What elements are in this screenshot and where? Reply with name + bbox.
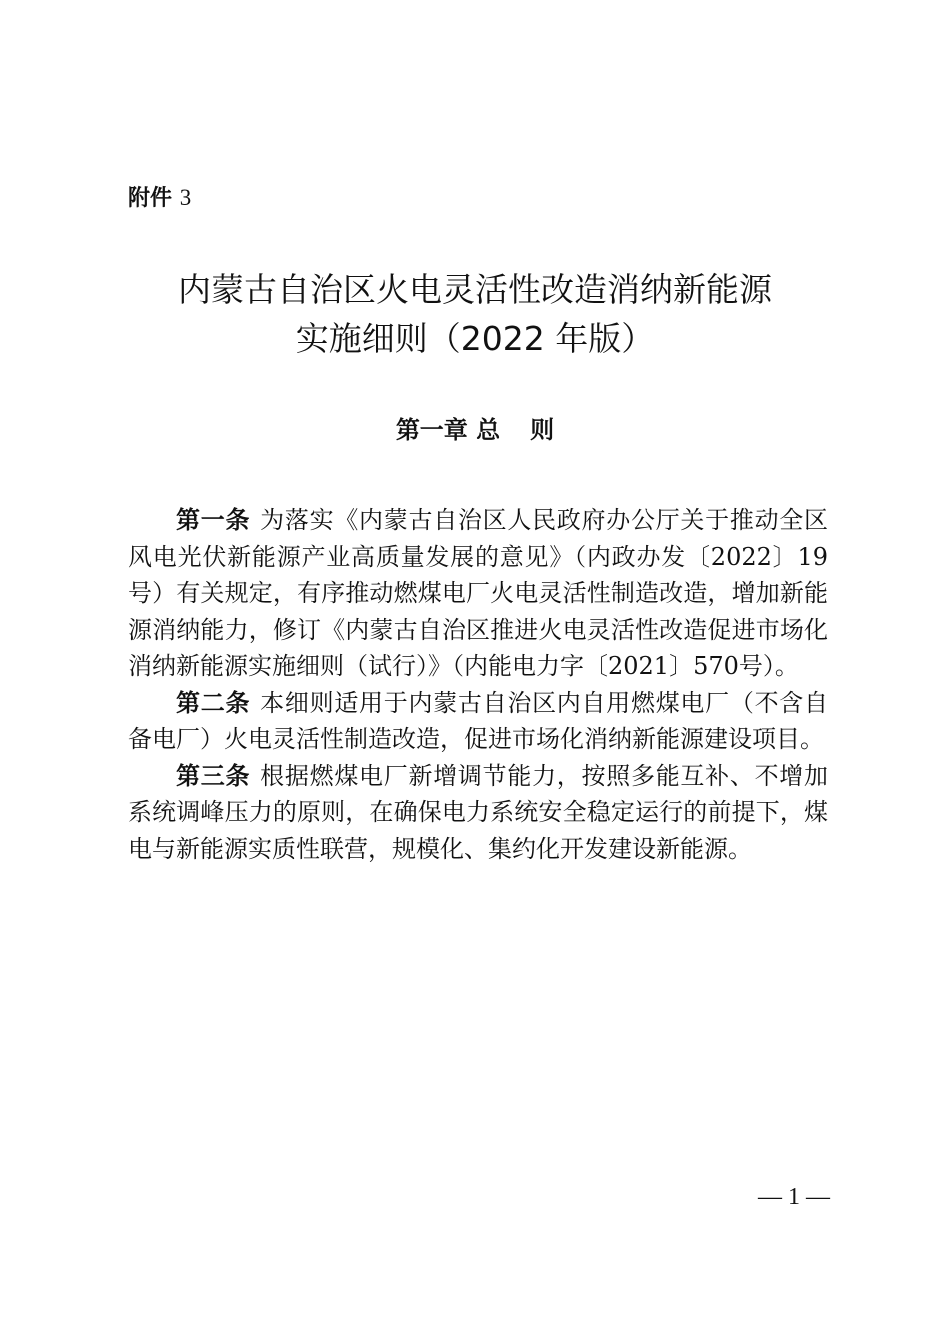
chapter-title-part-1: 总 — [476, 416, 501, 444]
chapter-title-part-2: 则 — [530, 416, 555, 444]
article-2-label: 第二条 — [176, 688, 251, 717]
attachment-text: 附件 — [128, 186, 173, 211]
document-body — [128, 502, 828, 867]
article-1-text: 为落实《内蒙古自治区人民政府办公厅关于推动全区风电光伏新能源产业高质量发展的意见》（内政办发〔2022〕19号）有关规定，有序推动燃煤电厂火电灵活性制造改造，增加新能源消纳能力，修订《内蒙古自治区推进火电灵活性改造促进市场化消纳新能源实施细则（试行）》（内能电力字〔2021〕570号）。 — [128, 506, 829, 680]
article-2 — [128, 685, 828, 758]
article-3-label: 第三条 — [176, 761, 251, 790]
article-3-text: 根据燃煤电厂新增调节能力，按照多能互补、不增加系统调峰压力的原则，在确保电力系统安全稳定运行的前提下，煤电与新能源实质性联营，规模化、集约化开发建设新能源。 — [128, 761, 829, 863]
attachment-number: 3 — [179, 185, 192, 210]
chapter-number: 第一章 — [395, 416, 468, 444]
attachment-label — [128, 181, 191, 212]
article-1-label: 第一条 — [176, 506, 251, 534]
chapter-heading — [100, 410, 850, 445]
article-1 — [128, 502, 828, 685]
article-3 — [128, 758, 828, 868]
page-number: — 1 — — [758, 1184, 830, 1210]
document-title-line-2: 实施细则（2022 年版） — [295, 319, 655, 358]
document-title-line-1: 内蒙古自治区火电灵活性改造消纳新能源 — [178, 270, 772, 309]
article-2-text: 本细则适用于内蒙古自治区内自用燃煤电厂（不含自备电厂）火电灵活性制造改造，促进市场化消纳新能源建设项目。 — [128, 688, 829, 753]
